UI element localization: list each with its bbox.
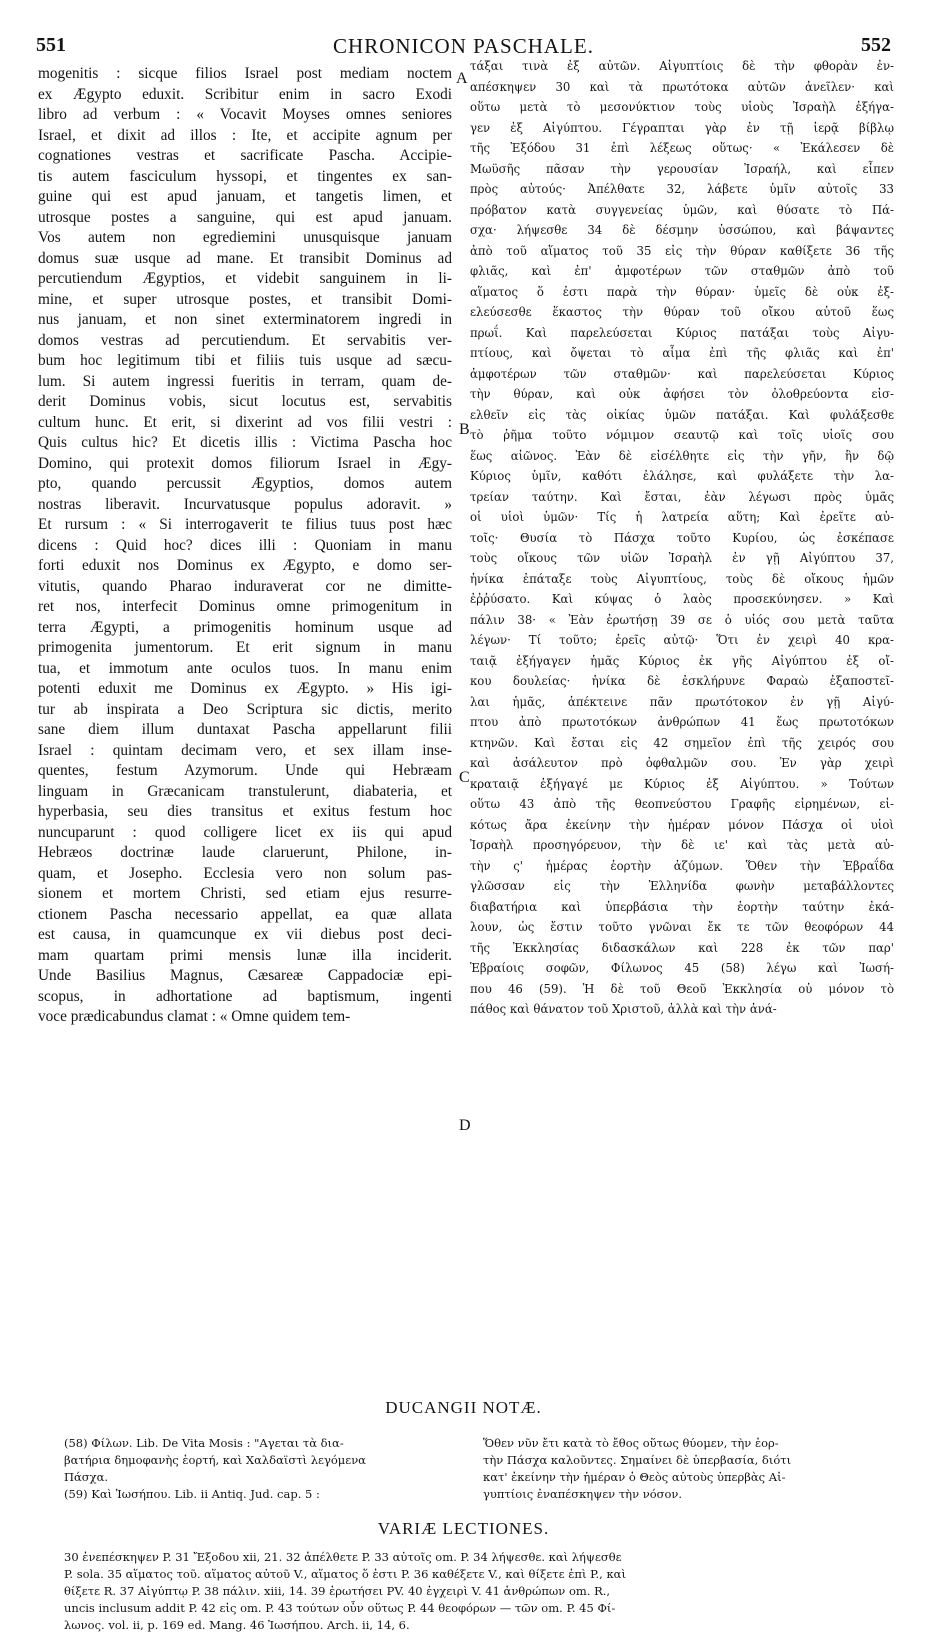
variants-heading: VARIÆ LECTIONES. <box>377 1519 550 1538</box>
latin-text-line: quam, et Josepho. Ecclesia vero non solum pas- <box>38 864 452 882</box>
latin-text-line: vitutis, quando Pharao induraverat cor ne dimitte- <box>38 577 452 595</box>
latin-text-line: linguam in Græcanicam transtulerunt, diabateria, et <box>38 782 452 800</box>
note-line: Ὅθεν νῦν ἔτι κατὰ τὸ ἔθος οὕτως θύομεν, τὴν ἑορ- <box>483 1436 779 1450</box>
latin-text-line: scopus, in adhortatione ad baptismum, ingenti <box>38 987 452 1005</box>
notes-heading: DUCANGII NOTÆ. <box>385 1398 542 1417</box>
latin-text-line: est causa, in quamcunque ex vii diebus post deci- <box>38 926 452 943</box>
greek-text-line: πάλιν 38· « Ἐὰν ἐρωτήσῃ 39 σε ὁ υἱός σου μετὰ ταῦτα <box>470 612 894 627</box>
latin-text-line: Israel : quintam decimam vero, et sex illam inse- <box>38 741 452 759</box>
greek-text-line: διαβατήρια καὶ ὑπερβάσια τὴν ἑορτὴν ταύτην ἐκά- <box>470 899 894 914</box>
greek-text-line: τὸ ῥῆμα τοῦτο νόμιμον σεαυτῷ καὶ τοῖς υἱοῖς σου <box>470 428 894 442</box>
greek-text-line: κτηνῶν. Καὶ ἔσται εἰς 42 σημεῖον ἐπὶ τῆς χειρός σου <box>470 735 894 750</box>
latin-text-line: tua, et immotum ante oculos tuos. In manu enim <box>38 659 452 677</box>
latin-text-line: pto, quando percussit Ægyptios, domos autem <box>38 475 452 492</box>
note-line: κατ' ἐκείνην τὴν ἡμέραν ὁ Θεὸς αὐτοὺς ὑπερβὰς Αἰ- <box>483 1470 786 1484</box>
latin-text-line: primogenita jumentorum. Et erit signum in manu <box>38 639 452 656</box>
note-line: τὴν Πάσχα καλοῦντες. Σημαίνει δὲ ὑπερβασία, διότι <box>483 1453 792 1467</box>
greek-text-line: ἡνίκα ἐπάταξε τοὺς Αἰγυπτίους, τοὺς δὲ οἴκους ἡμῶν <box>470 571 894 586</box>
latin-text-line: hyperbasia, seu dies transitus et exitus festum hoc <box>38 803 452 820</box>
latin-text-line: guine qui est apud januam, et tangetis limen, et <box>38 188 452 205</box>
greek-text-line: κου δουλείας· ἡνίκα δὲ ἐσκλήρυνε Φαραὼ ἐξαποστεῖ- <box>470 674 894 688</box>
greek-text-line: φλιᾶς, καὶ ἐπ' ἀμφοτέρων τῶν σταθμῶν ἀπὸ τοῦ <box>470 264 894 278</box>
note-line: Πάσχα. <box>64 1470 109 1484</box>
margin-marker-b: B <box>459 421 470 438</box>
running-title: CHRONICON PASCHALE. <box>333 34 594 58</box>
greek-text-line: κραταιᾷ ἐξήγαγέ με Κύριος ἐξ Αἰγύπτου. » Τούτων <box>470 776 894 791</box>
latin-text-line: mam quartam primi mensis lunæ illa inciderit. <box>38 946 452 964</box>
latin-text-line: dicens : Quid hoc? dices illi : Quoniam in manu <box>38 536 452 554</box>
greek-text-line: οὕτω 43 ἀπὸ τῆς θεοπνεύστου Γραφῆς εἰρημένων, εἰ- <box>470 797 894 811</box>
greek-text-line: τάξαι τινὰ ἐξ αὐτῶν. Αἰγυπτίοις δὲ τὴν φθορὰν ἐν- <box>470 59 894 73</box>
greek-text-line: γλῶσσαν εἰς τὴν Ἑλληνίδα φωνὴν μεταβάλλοντες <box>470 879 894 893</box>
greek-column <box>470 56 894 1020</box>
margin-marker-d: D <box>459 1117 471 1134</box>
greek-text-line: λουν, ὡς ἔστιν τοῦτο γνῶναι ἔκ τε τῶν θεοφόρων 44 <box>470 920 894 934</box>
latin-text-line: quentes, festum Azymorum. Unde qui Hebræam <box>38 762 452 779</box>
variant-line: 30 ἐνεπέσκηψεν P. 31 Ἔξοδου xii, 21. 32 ἀπέλθετε P. 33 αὐτοῖς om. P. 34 λήψεσθε. καὶ λήψεσθε <box>64 1550 622 1564</box>
margin-marker-c: C <box>459 769 470 786</box>
greek-text-line: ελεύσεσθε ἕκαστος τὴν θύραν τοῦ οἴκου αὐτοῦ ἕως <box>470 305 894 319</box>
variant-line: λωνος. vol. ii, p. 169 ed. Mang. 46 Ἰωσήπου. Arch. ii, 14, 6. <box>64 1618 410 1632</box>
latin-text-line: voce prædicabundus clamat : « Omne quidem tem- <box>38 1008 351 1025</box>
latin-text-line: Hebræos doctrinæ laude claruerunt, Philone, in- <box>38 844 452 861</box>
greek-text-line: τοὺς οἴκους τῶν υἱῶν Ἰσραὴλ ἐν γῇ Αἰγύπτου 37, <box>470 551 894 565</box>
latin-text-line: utrosque postes a sanguine, qui est apud januam. <box>38 208 452 226</box>
greek-text-line: πτου ἀπὸ πρωτοτόκων ἀνθρώπων 41 ἕως πρωτοτόκων <box>470 715 894 729</box>
note-line: (58) Φίλων. Lib. De Vita Mosis : "Αγεται τὰ δια- <box>64 1436 344 1450</box>
latin-text-line: sionem et mortem Christi, sed etiam ejus resurre- <box>38 885 452 902</box>
latin-text-line: nostras liberavit. Incurvatusque populus adoravit. » <box>38 495 452 513</box>
variant-readings <box>64 1549 894 1634</box>
latin-text-line: tur ab inspirata a Deo Scriptura sic dictis, merito <box>38 700 452 718</box>
variant-line: θίξετε R. 37 Αἰγύπτῳ P. 38 πάλιν. xiii, 14. 39 ἐρωτήσει PV. 40 ἐγχειρὶ V. 41 ἀνθρώπων om. R., <box>64 1584 611 1598</box>
note-line: βατήρια δημοφανὴς ἑορτή, καὶ Χαλδαϊστὶ λεγόμενα <box>64 1453 366 1467</box>
notes-right-column <box>483 1435 893 1503</box>
latin-text-line: cultum hunc. Et erit, si dixerint ad vos filii vestri : <box>38 413 452 431</box>
greek-text-line: τῆς Ἐξόδου 31 ἐπὶ λέξεως οὕτως· « Ἐκάλεσεν δὲ <box>470 141 894 155</box>
greek-text-line: λέγων· Τί τοῦτο; ἐρεῖς αὐτῷ· Ὅτι ἐν χειρὶ 40 κρα- <box>470 633 894 647</box>
greek-text-line: σχα· λήψεσθε 34 δὲ δέσμην ὑσσώπου, καὶ βάψαντες <box>470 223 894 237</box>
latin-text-line: domus suæ usque ad mane. Et transibit Dominus ad <box>38 249 452 267</box>
greek-text-line: απέσκηψεν 30 καὶ τὰ πρωτότοκα αὐτῶν ἀνεῖλεν· καὶ <box>470 79 894 94</box>
latin-text-line: terra Ægypti, a primogenitis hominum usque ad <box>38 618 452 636</box>
greek-text-line: αἵματος ὅ ἐστι παρὰ τὴν θύραν· ὑμεῖς δὲ οὐκ ἐξ- <box>470 284 894 299</box>
greek-text-line: τῆς Ἐκκλησίας διδασκάλων καὶ 228 ἐκ τῶν παρ' <box>470 940 894 955</box>
latin-text-line: sane diem illum duntaxat Pascha appellarunt filii <box>38 721 452 738</box>
latin-text-line: lum. Si autem ingressi fueritis in terram, quam de- <box>38 372 452 390</box>
latin-text-line: ex Ægypto eduxit. Scribitur enim in sacro Exodi <box>38 85 452 103</box>
latin-text-line: percutiendum Ægyptios, et videbit sanguinem in li- <box>38 270 452 287</box>
greek-text-line: γεν ἐξ Αἰγύπτου. Γέγραπται γὰρ ἐν τῇ ἱερᾷ βίβλῳ <box>470 120 894 135</box>
latin-text-line: ret nos, interfecit Dominus omne primogenitum in <box>38 598 452 615</box>
page-number-right: 552 <box>861 34 891 56</box>
greek-text-line: πρὸς αὐτούς· Ἀπέλθατε 32, λάβετε ὑμῖν αὐτοῖς 33 <box>470 182 894 196</box>
variant-line: uncis inclusum addit P. 42 εἰς om. P. 43 τούτων οὖν οὕτως P. 44 θεοφόρων — τῶν om. P. 45 Φί- <box>64 1601 616 1615</box>
greek-text-line: πρωΐ. Καὶ παρελεύσεται Κύριος πατάξαι τοὺς Αἰγυ- <box>470 325 894 340</box>
greek-text-line: τρείαν ταύτην. Καὶ ἔσται, ἐὰν λέγωσι πρὸς ὑμᾶς <box>470 489 894 504</box>
page-number-left: 551 <box>36 34 66 56</box>
latin-text-line: domos vestras ad percutiendum. Et servabitis ver- <box>38 331 452 349</box>
latin-text-line: Domino, qui protexit domos filiorum Israel in Ægy- <box>38 454 452 472</box>
margin-marker-a: A <box>456 70 468 87</box>
latin-text-line: Et rursum : « Si interrogaverit te filius tuus post hæc <box>38 516 452 533</box>
latin-text-line: nus januam, et non sinet exterminatorem ingredi in <box>38 311 452 328</box>
latin-text-line: tis autem fasciculum hyssopi, et tingentes ex san- <box>38 167 452 185</box>
greek-text-line: τοῖς· Θυσία τὸ Πάσχα τοῦτο Κυρίου, ὡς ἐσκέπασε <box>470 530 894 545</box>
latin-text-line: potenti eduxit me Dominus ex Ægypto. » His igi- <box>38 680 452 697</box>
latin-text-line: ctionem Pascha necessario appellat, ea quæ allata <box>38 905 452 923</box>
greek-text-line: ἐῤῥύσατο. Καὶ κύψας ὁ λαὸς προσεκύνησεν. » Καὶ <box>470 592 894 606</box>
latin-text-line: mogenitis : sicque filios Israel post mediam noctem <box>38 65 452 82</box>
greek-text-line: ἕως αἰῶνος. Ἐὰν δὲ εἰσέλθητε εἰς τὴν γῆν, ἣν δῷ <box>470 448 894 463</box>
notes-left-column <box>64 1435 474 1503</box>
latin-text-line: nuncuparunt : quod colligere licet ex iis qui apud <box>38 823 452 841</box>
latin-text-line: cognationes vestras et sacrificate Pascha. Accipie- <box>38 147 452 164</box>
greek-text-line: που 46 (59). Ἡ δὲ τοῦ Θεοῦ Ἐκκλησία οὐ μόνον τὸ <box>470 981 894 996</box>
greek-text-line: Κύριος ὑμῖν, καθότι ἐλάλησε, καὶ φυλάξετε τὴν λα- <box>470 469 894 483</box>
greek-text-line: ταιᾷ ἐξήγαγεν ἡμᾶς Κύριος ἐκ γῆς Αἰγύπτου ἐξ οἴ- <box>470 653 894 668</box>
latin-text-line: Unde Basilius Magnus, Cæsareæ Cappadociæ epi- <box>38 967 452 984</box>
greek-text-line: ἀμφοτέρων τῶν σταθμῶν· καὶ παρελεύσεται Κύριος <box>470 366 894 381</box>
greek-text-line: οὕτω μετὰ τὸ μεσονύκτιον τοὺς υἱοὺς Ἰσραὴλ ἐξήγα- <box>470 100 894 114</box>
greek-text-line: οἱ υἱοὶ ὑμῶν· Τίς ἡ λατρεία αὕτη; Καὶ ἐρεῖτε αὐ- <box>470 510 894 524</box>
latin-column <box>38 64 452 1028</box>
latin-text-line: Israel, et dixit ad illos : Ite, et accipite agnum per <box>38 126 452 144</box>
latin-text-line: mine, et super utrosque postes, et transibit Domi- <box>38 290 452 308</box>
note-line: (59) Καὶ Ἰωσήπου. Lib. ii Antiq. Jud. cap. 5 : <box>64 1487 320 1501</box>
greek-text-line: Ἰσραὴλ προσηγόρευον, τὴν δὲ ιε' καὶ τὰς μετὰ αὐ- <box>470 838 894 852</box>
greek-text-line: ἀπὸ τοῦ αἵματος τοῦ 35 εἰς τὴν θύραν καθίξετε 36 τῆς <box>470 243 894 258</box>
note-line: γυπτίοις ἐναπέσκηψεν τὴν νόσον. <box>483 1487 683 1501</box>
greek-text-line: πτίους, καὶ ὄψεται τὸ αἷμα ἐπὶ τῆς φλιᾶς καὶ ἐπ' <box>470 346 894 360</box>
greek-text-line: τὴν θύραν, καὶ οὐκ ἀφήσει τὸν ὀλοθρεύοντα εἰσ- <box>470 387 894 401</box>
greek-text-line: Ἑβραίοις σοφῶν, Φίλωνος 45 (58) λέγω καὶ Ἰωσή- <box>470 961 894 975</box>
latin-text-line: Vos autem non egrediemini unusquisque januam <box>38 229 452 246</box>
latin-text-line: bum hoc legitimum tibi et filiis tuis usque ad sæcu- <box>38 352 452 369</box>
greek-text-line: τὴν ς' ἡμέρας ἑορτὴν ἀζύμων. Ὅθεν τὴν Ἑβραΐδα <box>470 858 894 873</box>
variant-line: P. sola. 35 αἵματος τοῦ. αἵματος αὐτοῦ V., αἵματος ὅ ἐστι P. 36 καθέξετε V., καὶ θίξετε ἐπὶ P., καὶ <box>64 1567 626 1581</box>
greek-text-line: κότως ἄρα ἐκείνην τὴν ἡμέραν μόνον Πάσχα οἱ υἱοὶ <box>470 817 894 832</box>
latin-text-line: derit Dominus vobis, sicut locutus est, servabitis <box>38 393 452 410</box>
latin-text-line: Quis cultus hic? Et dicetis illis : Victima Pascha hoc <box>38 434 452 451</box>
greek-text-line: καὶ ἀσάλευτον πρὸ ὀφθαλμῶν σου. Ἐν γὰρ χειρὶ <box>470 756 894 770</box>
greek-text-line: ελθεῖν εἰς τὰς οἰκίας ὑμῶν πατάξαι. Καὶ φυλάξεσθε <box>470 407 894 422</box>
latin-text-line: libro ad verbum : « Vocavit Moyses omnes seniores <box>38 106 452 123</box>
greek-text-line: λαι ἡμᾶς, ἀπέκτεινε πᾶν πρωτότοκον ἐν γῇ Αἰγύ- <box>470 694 894 709</box>
greek-text-line: πάθος καὶ θάνατον τοῦ Χριστοῦ, ἀλλὰ καὶ τὴν ἀνά- <box>470 1002 777 1016</box>
greek-text-line: πρόβατον κατὰ συγγενείας ὑμῶν, καὶ θύσατε τὸ Πά- <box>470 202 894 217</box>
greek-text-line: Μωϋσῆς πᾶσαν τὴν γερουσίαν Ἰσραήλ, καὶ εἶπεν <box>470 161 894 176</box>
latin-text-line: forti eduxit nos Dominus ex Ægypto, e domo ser- <box>38 557 452 574</box>
